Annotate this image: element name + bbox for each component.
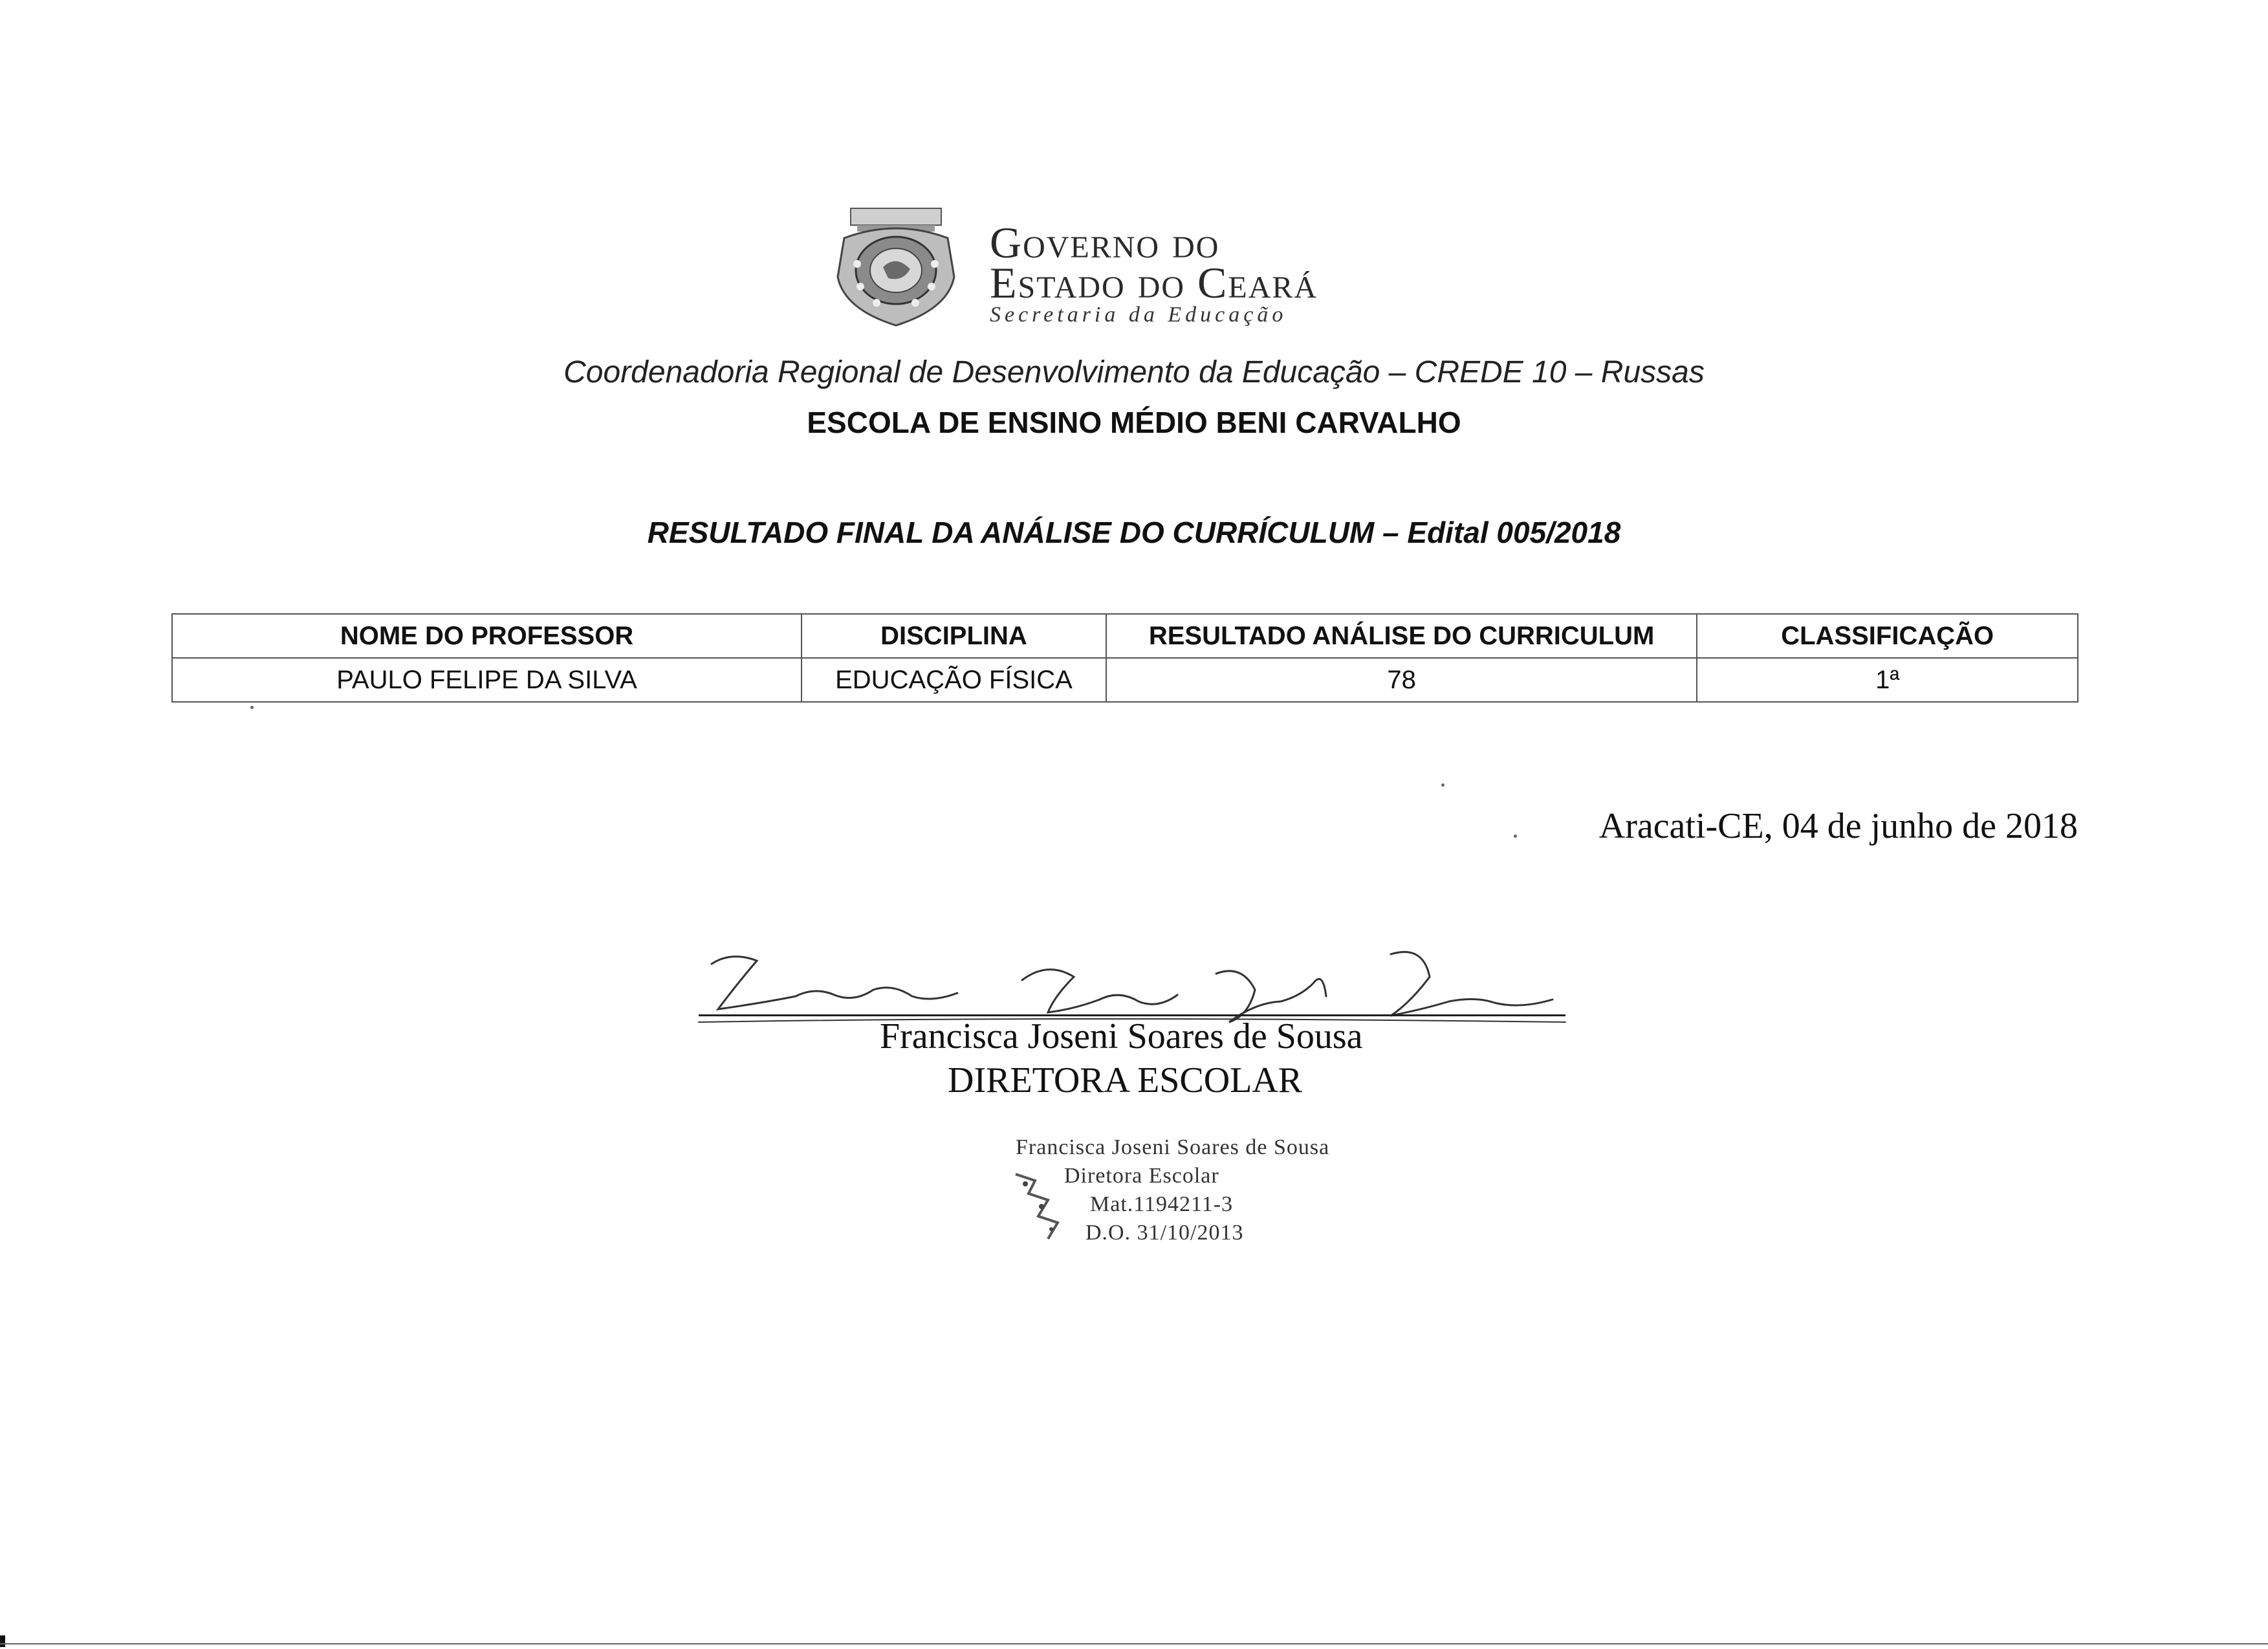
scan-speck [1441, 783, 1445, 787]
results-table [171, 613, 2078, 703]
stamp-registration: Mat.1194211-3 [1090, 1192, 1234, 1216]
official-stamp [1009, 1135, 1330, 1252]
government-name-line1: Governo do [990, 218, 1220, 267]
table-header-row [172, 614, 2078, 658]
cell-subject: EDUCAÇÃO FÍSICA [801, 658, 1106, 702]
signer-name: Francisca Joseni Soares de Sousa [880, 1016, 1363, 1056]
column-header-result: RESULTADO ANÁLISE DO CURRICULUM [1106, 614, 1697, 658]
column-header-subject: DISCIPLINA [801, 614, 1106, 658]
column-header-classification: CLASSIFICAÇÃO [1697, 614, 2078, 658]
government-name-line2: Estado do Ceará [990, 258, 1318, 307]
signer-role: DIRETORA ESCOLAR [948, 1060, 1303, 1100]
scan-edge-mark [0, 1635, 5, 1647]
document-title: RESULTADO FINAL DA ANÁLISE DO CURRÍCULUM – Edital 005/2018 [647, 516, 1621, 549]
scan-bottom-edge [0, 1643, 2268, 1644]
government-logo [831, 206, 1452, 329]
column-header-teacher-name: NOME DO PROFESSOR [172, 614, 801, 658]
stamp-role: Diretora Escolar [1064, 1164, 1219, 1188]
regional-coordination: Coordenadoria Regional de Desenvolvimento da Educação – CREDE 10 – Russas [563, 355, 1705, 389]
cell-classification: 1ª [1697, 658, 2078, 702]
table-row [172, 658, 2078, 702]
cell-teacher-name: PAULO FELIPE DA SILVA [172, 658, 801, 702]
scan-speck [250, 706, 254, 709]
school-name: ESCOLA DE ENSINO MÉDIO BENI CARVALHO [807, 406, 1461, 439]
scan-speck [1514, 835, 1517, 838]
secretariat-name: Secretaria da Educação [990, 303, 1287, 327]
state-crest-icon [831, 206, 961, 329]
stamp-name: Francisca Joseni Soares de Sousa [1016, 1135, 1330, 1159]
stamp-publication: D.O. 31/10/2013 [1085, 1221, 1244, 1245]
cell-result: 78 [1106, 658, 1697, 702]
place-and-date: Aracati-CE, 04 de junho de 2018 [1598, 806, 2078, 846]
